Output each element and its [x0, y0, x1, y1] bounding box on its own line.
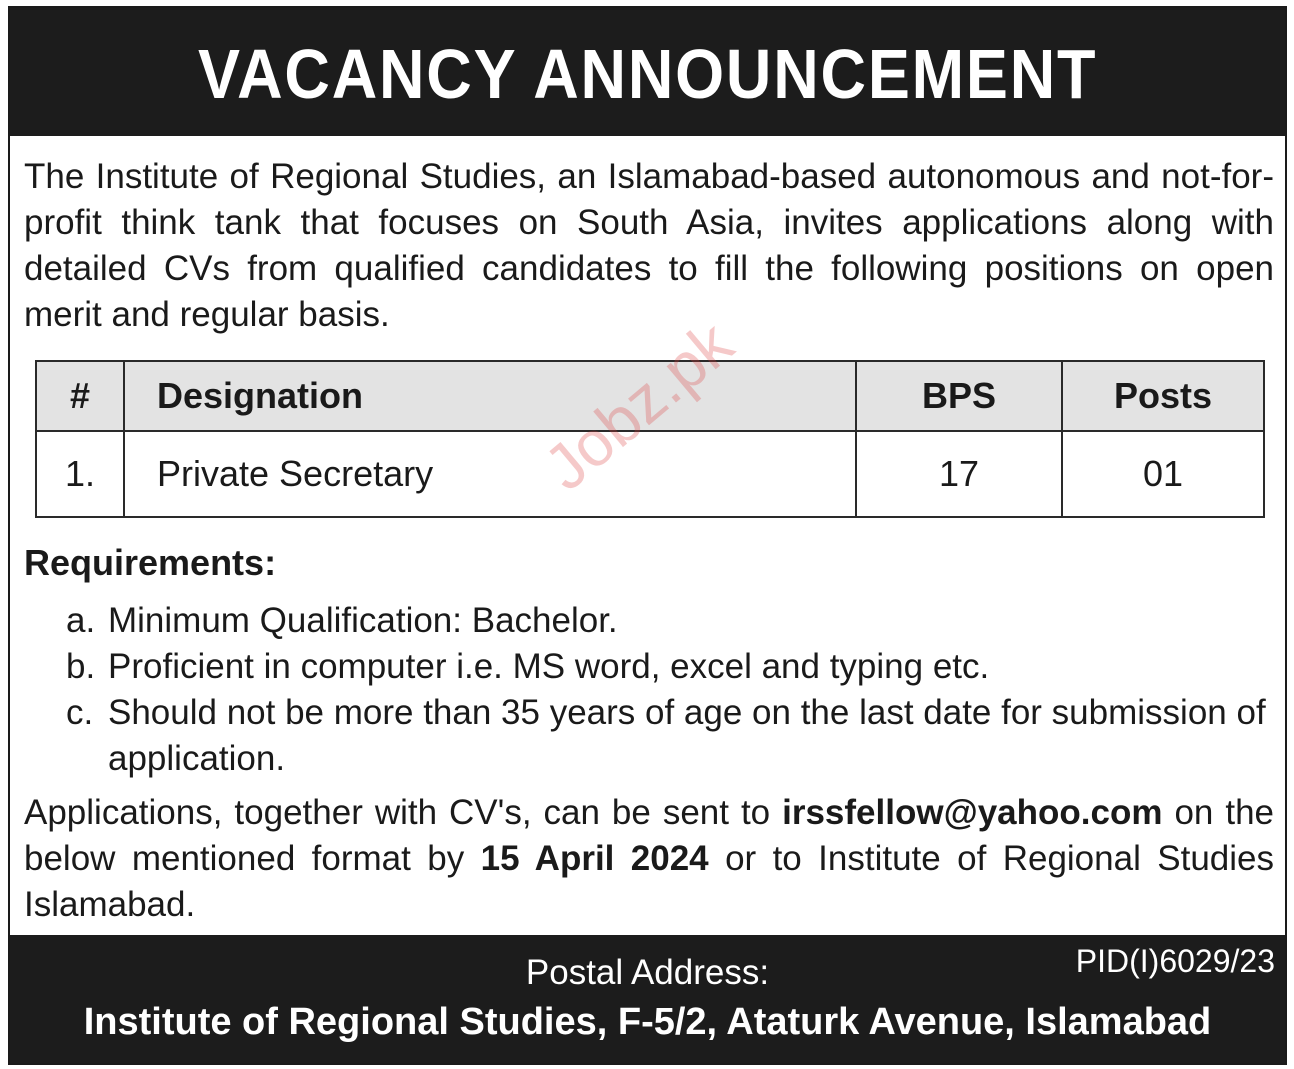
list-marker: c. [66, 693, 94, 732]
list-text: Proficient in computer i.e. MS word, excel and typing etc. [108, 647, 990, 686]
list-item [66, 644, 1276, 690]
application-text-2: on the below mentioned format by [24, 793, 1275, 878]
list-marker: a. [66, 601, 96, 640]
postal-address: Institute of Regional Studies, F-5/2, Ataturk Avenue, Islamabad [83, 1001, 1212, 1043]
col-header-number: # [36, 361, 124, 431]
application-paragraph [24, 790, 1274, 928]
intro-section [24, 154, 1274, 338]
application-section [24, 790, 1274, 928]
list-text: Minimum Qualification: Bachelor. [108, 601, 618, 640]
pid-number: PID(I)6029/23 [1075, 943, 1275, 979]
watermark: Jobz.pk [530, 306, 746, 504]
header-banner [10, 8, 1285, 136]
application-text-3: or to Institute of Regional Studies Islamabad. [24, 839, 1274, 924]
row-number: 1. [36, 431, 124, 517]
row-posts: 01 [1062, 431, 1264, 517]
vacancy-ad [8, 6, 1287, 1065]
col-header-posts: Posts [1062, 361, 1264, 431]
application-text-1: Applications, together with CV's, can be sent to [24, 793, 771, 832]
list-item [66, 598, 1276, 644]
postal-label: Postal Address: [525, 953, 770, 992]
requirements-title: Requirements: [24, 542, 277, 583]
table-header-row [36, 361, 1264, 431]
row-bps: 17 [856, 431, 1062, 517]
row-designation: Private Secretary [124, 431, 856, 517]
list-item [66, 690, 1276, 782]
page-title: VACANCY ANNOUNCEMENT [197, 35, 1098, 113]
positions-table [35, 360, 1265, 518]
list-text: Should not be more than 35 years of age on the last date for submission of application. [108, 693, 1266, 778]
col-header-designation: Designation [124, 361, 856, 431]
col-header-bps: BPS [856, 361, 1062, 431]
requirements-list [66, 598, 1276, 782]
intro-paragraph: The Institute of Regional Studies, an Islamabad-based autonomous and not-for- profit think tank that focuses on South Asia, invites applications along with detailed CVs from qualified candidates to fill the following positions on open merit and regular basis. [24, 157, 1274, 334]
footer-banner [10, 935, 1285, 1063]
application-deadline: 15 April 2024 [480, 839, 709, 878]
application-email[interactable]: irssfellow@yahoo.com [782, 793, 1163, 832]
list-marker: b. [66, 647, 96, 686]
table-row [36, 431, 1264, 517]
